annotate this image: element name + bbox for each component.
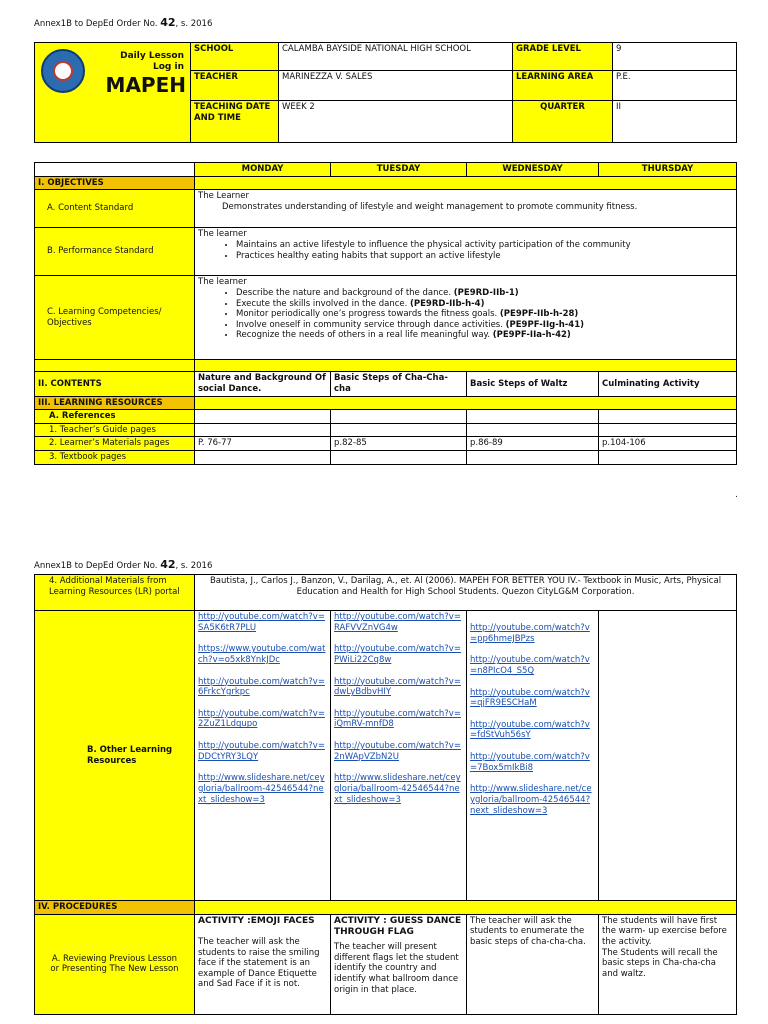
area-value: P.E. [613,71,737,101]
annex-number: 42 [160,558,176,571]
day-monday: MONDAY [195,163,331,177]
perf-item: • Maintains an active lifestyle to influence the physical activity participation of the community [236,240,733,251]
day-tuesday: TUESDAY [331,163,467,177]
comp-text: Recognize the needs of others in a real life meaningful way. [236,330,493,341]
procedures-heading: IV. PROCEDURES [35,901,195,915]
perf-item: • Practices healthy eating habits that support an active lifestyle [236,251,733,262]
deped-seal-icon [41,49,85,93]
resource-link[interactable]: http://youtube.com/watch?v=pp6hmeJBPzs [470,623,590,644]
comp-text: Execute the skills involved in the dance. [236,298,411,309]
annex-prefix: Annex1B to DepEd Order No. [34,561,161,571]
proc-monday-text: The teacher will ask the students to raise the smiling face if the statement is an example of Dance Etiquette and Sad Face if it is not. [198,936,320,990]
ref-cell [467,410,599,424]
comp-code: (PE9PF-IIg-h-41) [505,319,585,330]
procedures-heading-fill [195,901,737,915]
grade-value: 9 [613,43,737,71]
annex-header-bottom [34,558,212,571]
resource-link[interactable]: http://youtube.com/watch?v=PWiLi22Cq8w [334,644,461,665]
competencies-label: C. Learning Competencies/ Objectives [35,276,195,360]
contents-heading: II. CONTENTS [35,372,195,396]
annex-number: 42 [160,16,176,29]
resource-link[interactable]: http://youtube.com/watch?v=RAFVVZnVG4w [334,612,461,633]
proc-tuesday-text: The teacher will present different flags let the student identify the country and identify what ballroom dance origin in that place. [334,942,459,995]
spacer-cell [35,360,195,372]
area-label: LEARNING AREA [513,71,613,101]
school-label: SCHOOL [191,43,279,71]
annex-suffix: , s. 2016 [175,561,213,571]
references-label: A. References [35,410,195,424]
learners-materials-label: 2. Learner’s Materials pages [35,437,195,451]
date-value: WEEK 2 [279,101,513,143]
resource-link[interactable]: http://youtube.com/watch?v=dwLyBdbvHIY [334,676,461,698]
resource-link[interactable]: https://www.youtube.com/watch?v=o5xk8YnkJDc [198,644,326,665]
resource-link[interactable]: http://youtube.com/watch?v=n8PIcO4_S5Q [470,655,590,676]
resources-heading-fill [195,396,737,410]
content-standard-label: A. Content Standard [35,190,195,228]
ref-cell [331,410,467,424]
content-text: Demonstrates understanding of lifestyle and weight management to promote community fitness. [222,201,638,212]
school-value: CALAMBA BAYSIDE NATIONAL HIGH SCHOOL [279,43,513,71]
resource-link[interactable]: http://youtube.com/watch?v=qjFR9ESCHaM [470,687,590,709]
tb-cell [467,451,599,465]
resources-heading: III. LEARNING RESOURCES [35,396,195,410]
lm-tuesday: p.82-85 [331,437,467,451]
tg-cell [331,423,467,437]
log-title: Daily Lesson Log in [120,51,184,73]
lm-thursday: p.104-106 [599,437,737,451]
annex-header-top [34,16,212,29]
comp-intro: The learner [198,277,247,288]
performance-standard-cell [195,228,737,276]
additional-materials-label: 4. Additional Materials from Learning Resources (LR) portal [35,575,195,611]
resource-link[interactable]: http://youtube.com/watch?v=2nWApVZbN2U [334,741,461,762]
tg-cell [467,423,599,437]
resource-link[interactable]: http://www.slideshare.net/ceygloria/ballroom-42546544?next_slideshow=3 [470,784,592,816]
content-intro: The Learner [198,191,249,202]
logo-cell [35,43,191,143]
other-resources-monday [195,611,331,901]
resource-link[interactable]: http://youtube.com/watch?v=iQmRV-mnfD8 [334,708,461,730]
teacher-value: MARINEZZA V. SALES [279,71,513,101]
resource-link[interactable]: http://youtube.com/watch?v=DDCtYRY3LQY [198,741,325,762]
other-resources-wednesday [467,611,599,901]
resource-link[interactable]: http://www.slideshare.net/ceygloria/ballroom-42546544?next_slideshow=3 [334,773,461,805]
comp-item [236,330,733,341]
lm-wednesday: p.86-89 [467,437,599,451]
competencies-cell [195,276,737,360]
comp-item [236,320,733,331]
comp-code: (PE9PF-IIa-h-42) [492,330,571,341]
comp-code: (PE9RD-IIb-1) [453,287,519,298]
annex-prefix: Annex1B to DepEd Order No. [34,19,161,29]
contents-wednesday: Basic Steps of Waltz [467,372,599,396]
comp-code: (PE9RD-IIb-h-4) [410,298,485,309]
objectives-heading-fill [195,176,737,190]
proc-monday-title: ACTIVITY :EMOJI FACES [198,915,315,926]
grade-label: GRADE LEVEL [513,43,613,71]
resource-link[interactable]: http://youtube.com/watch?v=7Box5mIkBi8 [470,752,590,773]
lesson-table-2 [34,574,737,1015]
textbook-label: 3. Textbook pages [35,451,195,465]
day-wednesday: WEDNESDAY [467,163,599,177]
subject-title: MAPEH [105,73,186,97]
comp-text: Involve oneself in community service through dance activities. [236,319,506,330]
ref-cell [195,410,331,424]
proc-thursday [599,914,737,1014]
spacer-fill [195,360,737,372]
tg-cell [599,423,737,437]
tg-cell [195,423,331,437]
resource-link[interactable]: http://youtube.com/watch?v=6FrkcYgrkpc [198,676,325,698]
other-resources-tuesday [331,611,467,901]
contents-tuesday: Basic Steps of Cha-Cha-cha [331,372,467,396]
proc-thursday-text2: The Students will recall the basic steps in Cha-cha-cha and waltz. [602,947,718,979]
perf-intro: The learner [198,229,247,240]
header-table [34,42,737,143]
proc-tuesday [331,914,467,1014]
ref-cell [599,410,737,424]
comp-item [236,299,733,310]
proc-thursday-text1: The students will have first the warm- up exercise before the activity. [602,915,727,947]
teachers-guide-label: 1. Teacher’s Guide pages [35,423,195,437]
reviewing-label: A. Reviewing Previous Lesson or Presenting The New Lesson [35,914,195,1014]
blank-corner [35,163,195,177]
page-dot: . [735,490,738,500]
other-resources-thursday [599,611,737,901]
performance-standard-label: B. Performance Standard [35,228,195,276]
content-standard-cell [195,190,737,228]
resource-link[interactable]: http://youtube.com/watch?v=2ZuZ1Ldqupo [198,708,325,730]
comp-item [236,288,733,299]
contents-monday: Nature and Background Of social Dance. [195,372,331,396]
comp-item [236,309,733,320]
quarter-value: II [613,101,737,143]
date-label: TEACHING DATE AND TIME [191,101,279,143]
resource-link[interactable]: http://youtube.com/watch?v=fdStVuh56sY [470,719,590,741]
proc-monday [195,914,331,1014]
comp-code: (PE9PF-IIb-h-28) [499,309,579,320]
tb-cell [599,451,737,465]
contents-thursday: Culminating Activity [599,372,737,396]
additional-materials-text: Bautista, J., Carlos J., Banzon, V., Darilag, A., et. Al (2006). MAPEH FOR BETTER YOU IV.- Textbook in Music, Arts, Physical Education and Health for High School Students. Quezon CityLG&M Corporation. [195,575,737,611]
quarter-label: QUARTER [513,101,613,143]
teacher-label: TEACHER [191,71,279,101]
day-thursday: THURSDAY [599,163,737,177]
comp-text: Monitor periodically one’s progress towards the fitness goals. [236,309,500,320]
objectives-heading: I. OBJECTIVES [35,176,195,190]
resource-link[interactable]: http://youtube.com/watch?v=SA5K6tR7PLU [198,612,325,633]
other-resources-label: B. Other Learning Resources [35,611,195,901]
comp-text: Describe the nature and background of the dance. [236,287,454,298]
annex-suffix: , s. 2016 [175,19,213,29]
lesson-table-1 [34,162,737,465]
tb-cell [331,451,467,465]
proc-wednesday: The teacher will ask the students to enumerate the basic steps of cha-cha-cha. [467,914,599,1014]
resource-link[interactable]: http://www.slideshare.net/ceygloria/ballroom-42546544?next_slideshow=3 [198,773,325,805]
tb-cell [195,451,331,465]
lm-monday: P. 76-77 [195,437,331,451]
proc-tuesday-title: ACTIVITY : GUESS DANCE THROUGH FLAG [334,915,462,937]
